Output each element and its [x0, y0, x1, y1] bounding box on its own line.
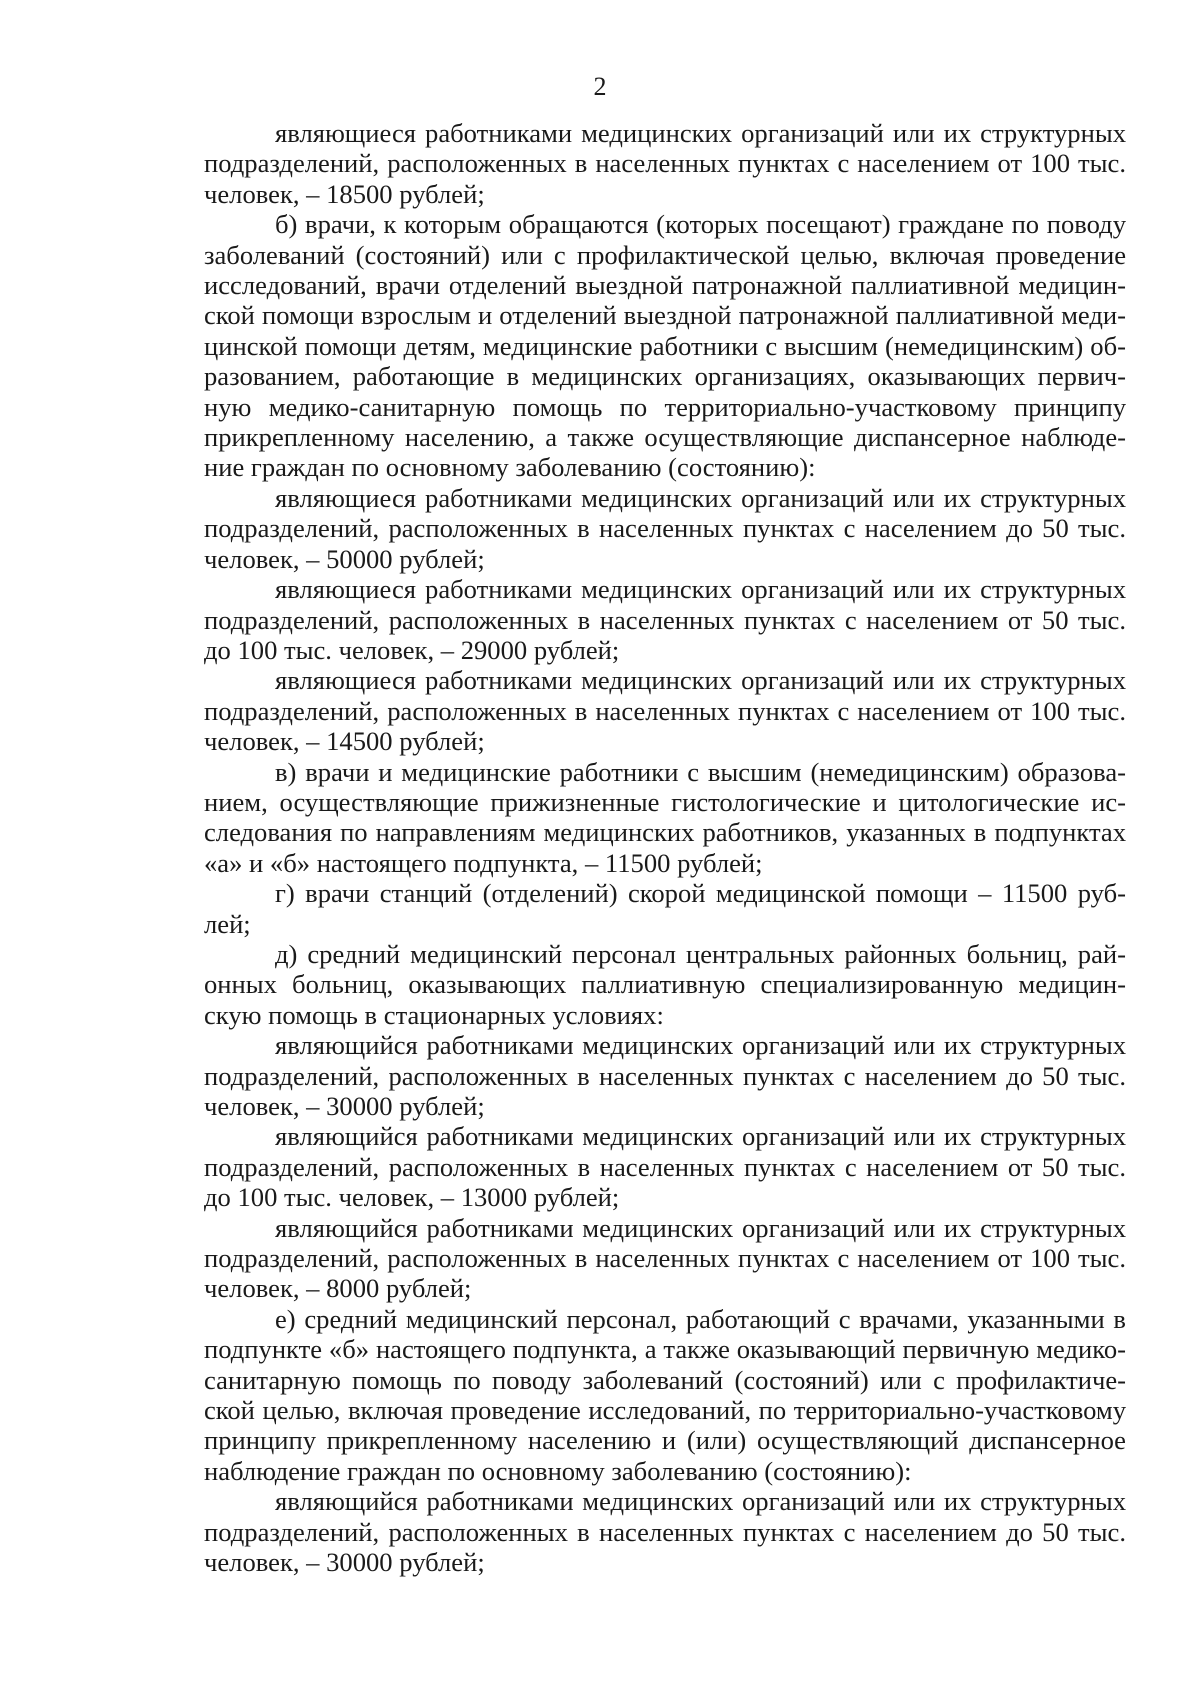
paragraph: являющиеся работниками медицинских организаций или их структурных подразделений, расположенных в населенных пунктах с населением от 100 тыс. человек, – 18500 рублей;	[204, 118, 1126, 209]
paragraph: е) средний медицинский персонал, работающий с врачами, указанными в подпункте «б» настоящего подпункта, а также оказывающий первичную медико-санитарную помощь по поводу заболеваний (состояний) или с профилактической целью, включая проведение исследований, по территориально-участковому принципу прикрепленному населению и (или) осуществляющий диспансерное наблюдение граждан по основному заболеванию (состоянию):	[204, 1303, 1126, 1486]
paragraph: в) врачи и медицинские работники с высшим (немедицинским) образованием, осуществляющие прижизненные гистологические и цитологические исследования по направлениям медицинских работников, указанных в подпунктах «а» и «б» настоящего подпункта, – 11500 рублей;	[204, 756, 1126, 878]
page-number: 2	[593, 72, 607, 101]
paragraph: д) средний медицинский персонал центральных районных больниц, районных больниц, оказывающих паллиативную специализированную медицинскую помощь в стационарных условиях:	[204, 938, 1126, 1030]
paragraph: являющиеся работниками медицинских организаций или их структурных подразделений, расположенных в населенных пунктах с населением от 50 тыс. до 100 тыс. человек, – 29000 рублей;	[204, 574, 1126, 665]
paragraph: г) врачи станций (отделений) скорой медицинской помощи – 11500 рублей;	[204, 878, 1126, 939]
paragraph: являющийся работниками медицинских организаций или их структурных подразделений, расположенных в населенных пунктах с населением до 50 тыс. человек, – 30000 рублей;	[204, 1486, 1126, 1578]
paragraph: являющийся работниками медицинских организаций или их структурных подразделений, расположенных в населенных пунктах с населением до 50 тыс. человек, – 30000 рублей;	[204, 1030, 1126, 1121]
paragraph: являющиеся работниками медицинских организаций или их структурных подразделений, расположенных в населенных пунктах с населением от 100 тыс. человек, – 14500 рублей;	[204, 665, 1126, 757]
paragraph: б) врачи, к которым обращаются (которых посещают) граждане по поводу заболеваний (состояний) или с профилактической целью, включая проведение исследований, врачи отделений выездной патронажной паллиативной медицинской помощи взрослым и отделений выездной патронажной паллиативной медицинской помощи детям, медицинские работники с высшим (немедицинским) образованием, работающие в медицинских организациях, оказывающих первичную медико-санитарную помощь по территориально-участковому принципу прикрепленному населению, а также осуществляющие диспансерное наблюдение граждан по основному заболеванию (состоянию):	[204, 209, 1126, 483]
paragraph: являющиеся работниками медицинских организаций или их структурных подразделений, расположенных в населенных пунктах с населением до 50 тыс. человек, – 50000 рублей;	[204, 482, 1126, 574]
document-body	[204, 118, 1126, 1578]
paragraph: являющийся работниками медицинских организаций или их структурных подразделений, расположенных в населенных пунктах с населением от 100 тыс. человек, – 8000 рублей;	[204, 1212, 1126, 1304]
paragraph: являющийся работниками медицинских организаций или их структурных подразделений, расположенных в населенных пунктах с населением от 50 тыс. до 100 тыс. человек, – 13000 рублей;	[204, 1121, 1126, 1213]
